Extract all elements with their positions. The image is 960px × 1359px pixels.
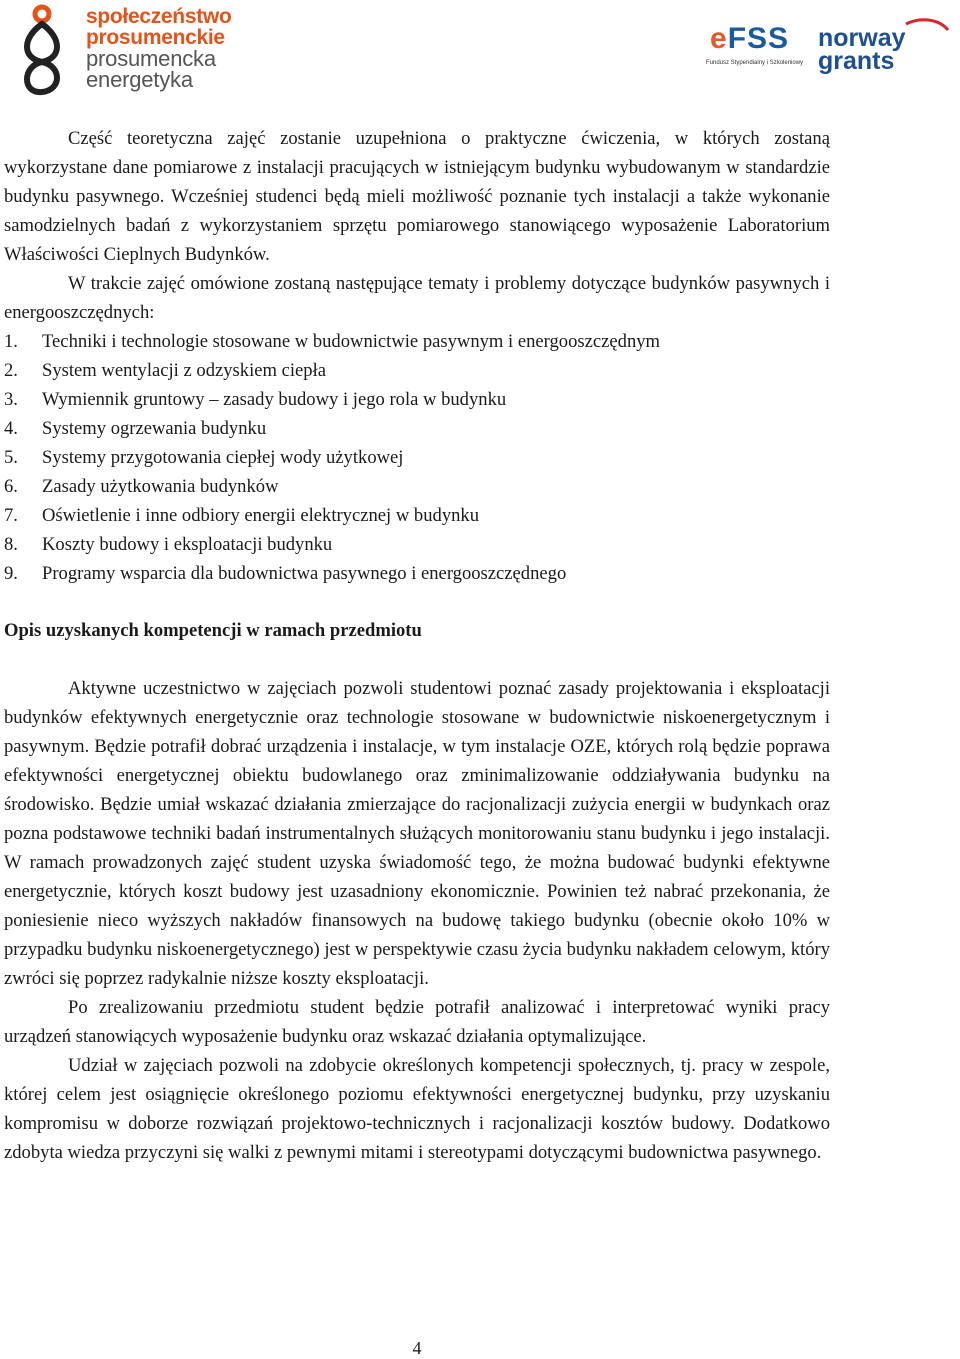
list-item-text: Zasady użytkowania budynków	[42, 476, 279, 497]
list-item-text: Koszty budowy i eksploatacji budynku	[42, 534, 333, 555]
spe-logo-line3: prosumencka	[86, 46, 216, 71]
list-item-number: 9.	[4, 563, 18, 584]
spe-logo-line2: prosumenckie	[86, 26, 225, 49]
page-header	[0, 0, 960, 100]
intro-paragraph: Część teoretyczna zajęć zostanie uzupełniona o praktyczne ćwiczenia, w których zostaną wykorzystane dane pomiarowe z instalacji pracujących w istniejącym budynku wybudowanym w standardzie budynku pasywnego. Wcześniej studenci będą mieli możliwość poznanie tych instalacji a także wykonanie samodzielnych badań z wykorzystaniem sprzętu pomiarowego stanowiącego wyposażenie Laboratorium Właściwości Cieplnych Budynków.	[4, 128, 830, 265]
fss-logo	[700, 20, 810, 80]
list-item	[4, 356, 830, 385]
norway-grants-logo	[810, 18, 950, 78]
infinity-person-icon	[18, 2, 78, 98]
list-item-number: 8.	[4, 534, 18, 555]
list-item-text: Systemy przygotowania ciepłej wody użytkowej	[42, 447, 404, 468]
competence-paragraph: Po zrealizowaniu przedmiotu student będzie potrafił analizować i interpretować wyniki pracy urządzeń stanowiących wyposażenie budynku oraz wskazać działania optymalizujące.	[4, 997, 830, 1047]
list-item	[4, 414, 830, 443]
fss-logo-e: e	[710, 22, 728, 55]
fss-logo-name	[710, 22, 789, 56]
list-item	[4, 559, 830, 588]
fss-logo-subtitle: Fundusz Stypendialny i Szkoleniowy	[706, 60, 804, 66]
list-item-number: 2.	[4, 360, 18, 381]
list-item-text: System wentylacji z odzyskiem ciepła	[42, 360, 326, 381]
list-item	[4, 443, 830, 472]
list-item-number: 4.	[4, 418, 18, 439]
list-item	[4, 385, 830, 414]
section-heading: Opis uzyskanych kompetencji w ramach przedmiotu	[4, 620, 422, 641]
list-item-text: Wymiennik gruntowy – zasady budowy i jego rola w budynku	[42, 389, 507, 410]
norway-logo-line2: grants	[818, 47, 895, 75]
spe-logo-text	[86, 6, 231, 90]
list-item-text: Oświetlenie i inne odbiory energii elektrycznej w budynku	[42, 505, 480, 526]
spe-logo-line4: energetyka	[86, 67, 193, 92]
competence-paragraph: Udział w zajęciach pozwoli na zdobycie określonych kompetencji społecznych, tj. pracy w zespole, której celem jest osiągnięcie określonego poziomu efektywności energetycznej budynku, przy uzyskaniu kompromisu w doborze rozwiązań projektowo-technicznych i racjonalizacji kosztów budowy. Dodatkowo zdobyta wiedza przyczyni się walki z pewnymi mitami i stereotypami dotyczącymi budownictwa pasywnego.	[4, 1055, 830, 1163]
list-item-number: 1.	[4, 331, 18, 352]
competence-paragraph: Aktywne uczestnictwo w zajęciach pozwoli studentowi poznać zasady projektowania i eksploatacji budynków efektywnych energetycznie oraz technologie stosowane w budownictwie niskoenergetycznym i pasywnym. Będzie potrafił dobrać urządzenia i instalacje, w tym instalacje OZE, których rolą będzie poprawa efektywności energetycznej obiektu budowlanego oraz zminimalizowanie oddziaływania budynku na środowisko. Będzie umiał wskazać działania zmierzające do racjonalizacji zużycia energii w budynkach oraz pozna podstawowe techniki badań instrumentalnych służących monitorowaniu stanu budynku i jego instalacji. W ramach prowadzonych zajęć student uzyska świadomość tego, że można budować budynki efektywne energetycznie, których koszt budowy jest uzasadniony ekonomicznie. Powinien też nabrać przekonania, że poniesienie nieco wyższych nakładów finansowych na budowę takiego budynku (obecnie około 10% w przypadku budynku niskoenergetycznego) jest w perspektywie czasu życia budynku nakładem celowym, który zwróci się poprzez radykalnie niższe koszty eksploatacji.	[4, 678, 830, 989]
topics-list	[4, 327, 830, 588]
list-item-text: Programy wsparcia dla budownictwa pasywnego i energooszczędnego	[42, 563, 567, 584]
list-item-number: 6.	[4, 476, 18, 497]
spacer	[4, 645, 830, 674]
fss-logo-letters: FSS	[727, 22, 790, 55]
list-item	[4, 472, 830, 501]
page-number: 4	[412, 1338, 422, 1358]
list-item-number: 3.	[4, 389, 18, 410]
spe-logo-line1: społeczeństwo	[86, 5, 232, 28]
list-item-number: 5.	[4, 447, 18, 468]
list-item-text: Techniki i technologie stosowane w budownictwie pasywnym i energooszczędnym	[42, 331, 660, 352]
spacer	[4, 588, 830, 616]
list-item	[4, 327, 830, 356]
spe-logo	[18, 2, 258, 98]
list-item-number: 7.	[4, 505, 18, 526]
list-item-text: Systemy ogrzewania budynku	[42, 418, 267, 439]
document-body	[4, 124, 830, 1167]
norway-logo-line1: norway	[818, 24, 906, 52]
list-item	[4, 501, 830, 530]
topics-intro: W trakcie zajęć omówione zostaną następujące tematy i problemy dotyczące budynków pasywnych i energooszczędnych:	[4, 273, 830, 323]
list-item	[4, 530, 830, 559]
